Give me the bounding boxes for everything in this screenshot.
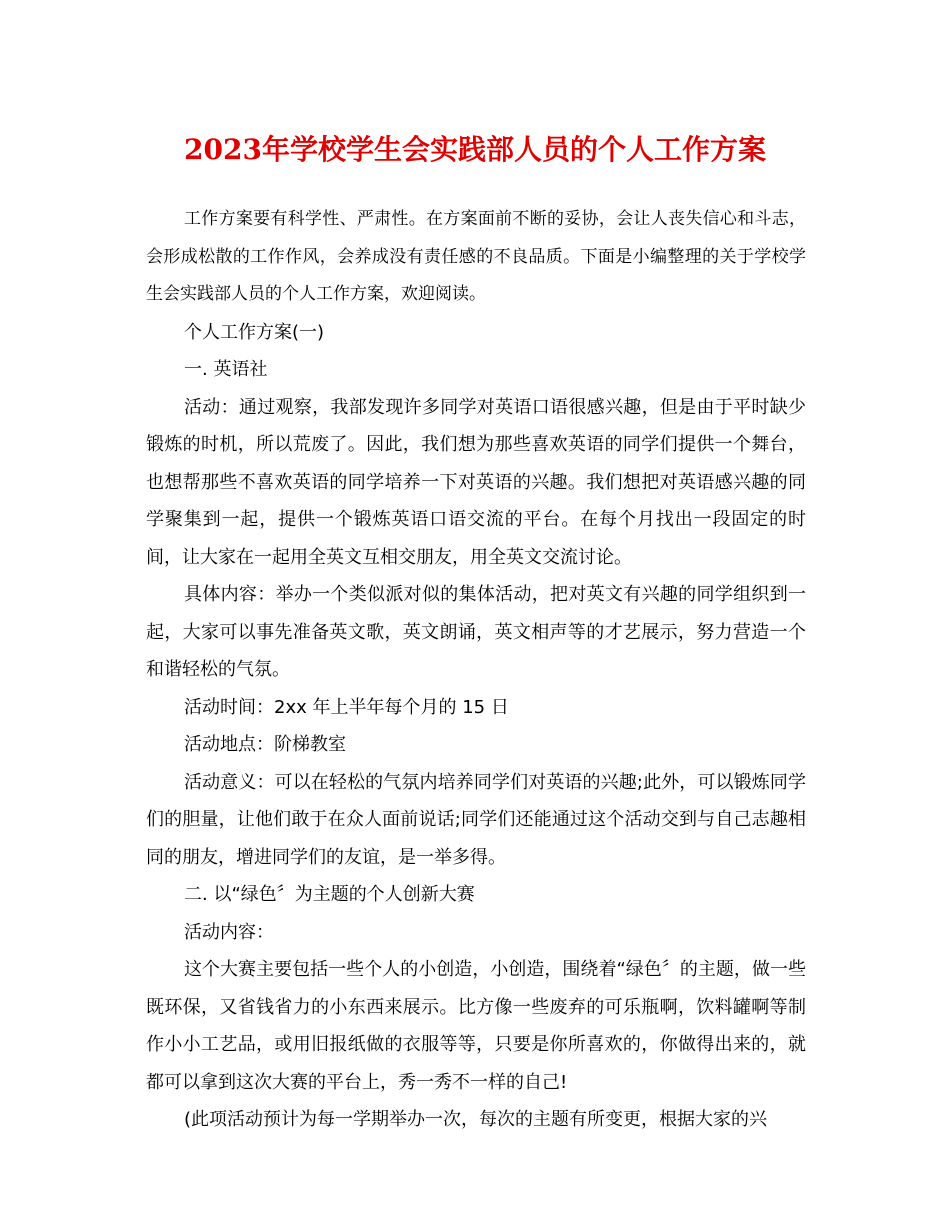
subsection-heading: 二. 以“绿色〞为主题的个人创新大赛: [184, 884, 475, 905]
body-paragraph: 这个大赛主要包括一些个人的小创造，小创造，围绕着“绿色〞的主题，做一些既环保，又省钱省力的小东西来展示。比方像一些废弃的可乐瓶啊，饮料罐啊等制作小小工艺品，或用旧报纸做的衣服等等，只要是你所喜欢的，你做得出来的，就都可以拿到这次大赛的平台上，秀一秀不一样的自己!: [146, 959, 806, 1093]
body-paragraph: (此项活动预计为每一学期举办一次，每次的主题有所变更，根据大家的兴: [184, 1109, 768, 1130]
body-paragraph: 活动：通过观察，我部发现许多同学对英语口语很感兴趣，但是由于平时缺少锻炼的时机，所以荒废了。因此，我们想为那些喜欢英语的同学们提供一个舞台，也想帮那些不喜欢英语的同学培养一下对英语的兴趣。我们想把对英语感兴趣的同学聚集到一起，提供一个锻炼英语口语交流的平台。在每个月找出一段固定的时间，让大家在一起用全英文互相交朋友，用全英文交流讨论。: [146, 396, 806, 568]
intro-paragraph: 工作方案要有科学性、严肃性。在方案面前不断的妥协，会让人丧失信心和斗志，会形成松散的工作作风，会养成没有责任感的不良品质。下面是小编整理的关于学校学生会实践部人员的个人工作方案，欢迎阅读。: [146, 209, 806, 304]
body-paragraph: 活动意义：可以在轻松的气氛内培养同学们对英语的兴趣;此外，可以锻炼同学们的胆量，让他们敢于在众人面前说话;同学们还能通过这个活动交到与自己志趣相同的朋友，增进同学们的友谊，是一举多得。: [146, 771, 806, 868]
body-paragraph: 活动内容：: [184, 921, 274, 943]
document-title: 2023年学校学生会实践部人员的个人工作方案: [184, 133, 766, 166]
body-paragraph: 具体内容：举办一个类似派对似的集体活动，把对英文有兴趣的同学组织到一起，大家可以事先准备英文歌，英文朗诵，英文相声等的才艺展示，努力营造一个和谐轻松的气氛。: [146, 584, 806, 680]
body-paragraph: 活动地点：阶梯教室: [184, 734, 346, 755]
body-paragraph: 活动时间：2xx 年上半年每个月的 15 日: [184, 696, 509, 718]
subsection-heading: 一. 英语社: [184, 359, 268, 380]
document-body: [146, 201, 806, 1139]
section-heading: 个人工作方案(一): [184, 321, 325, 343]
